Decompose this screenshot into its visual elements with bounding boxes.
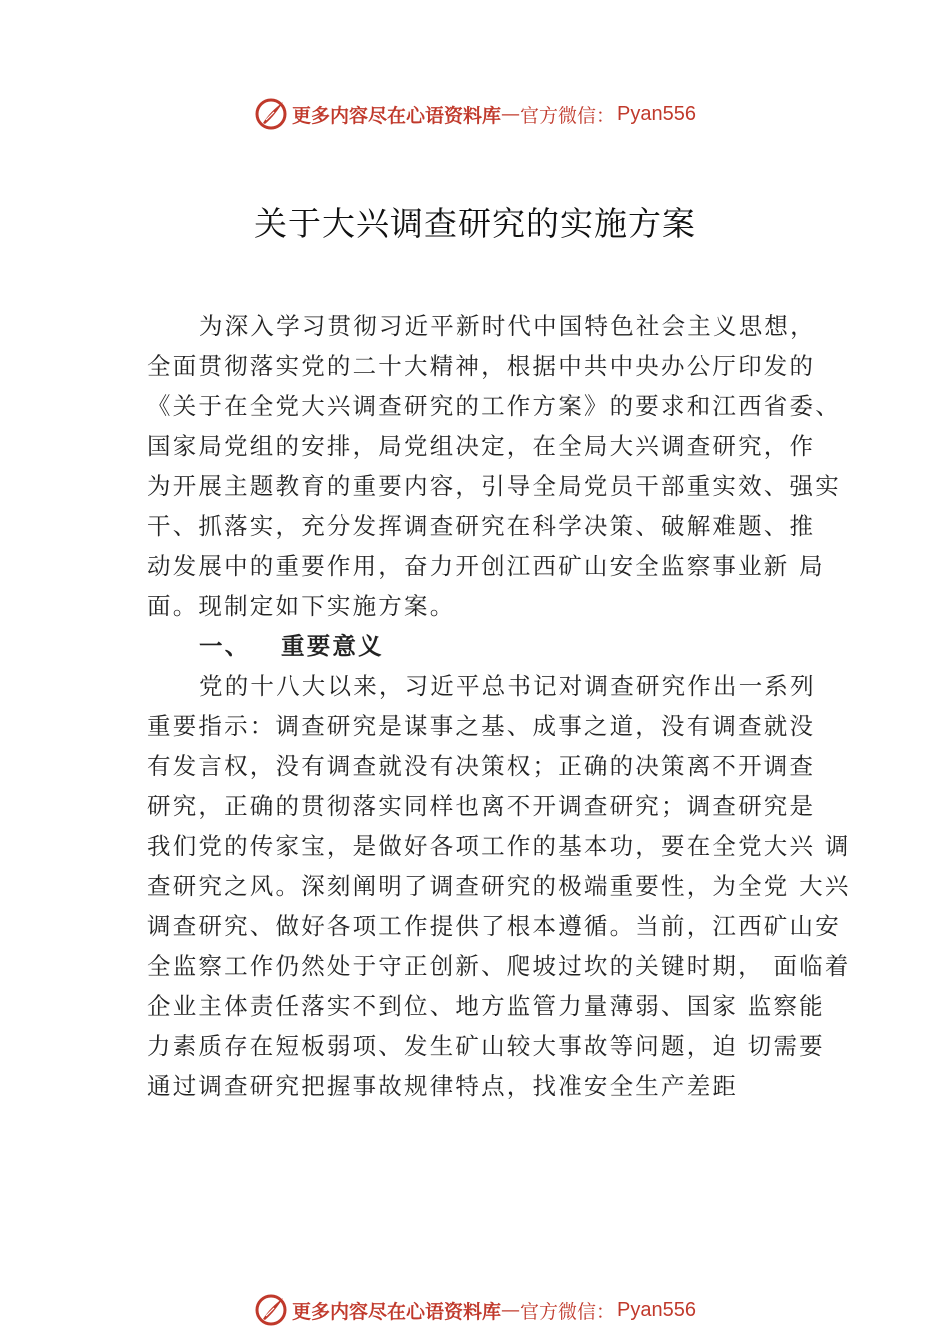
text-line: 研究，正确的贯彻落实同样也离不开调查研究；调查研究是	[147, 792, 816, 820]
text-line: 干、抓落实，充分发挥调查研究在科学决策、破解难题、推	[147, 512, 816, 540]
text-line: 为开展主题教育的重要内容，引导全局党员干部重实效、强实	[147, 472, 841, 500]
feather-logo-icon	[254, 97, 288, 131]
text-line: 重要指示：调查研究是谋事之基、成事之道，没有调查就没	[147, 712, 816, 740]
brand-name: 更多内容尽在心语资料库	[291, 104, 501, 127]
footer-banner	[0, 1290, 950, 1330]
text-line: 全监察工作仍然处于守正创新、爬坡过坎的关键时期， 面临着	[147, 952, 851, 980]
text-line: 调查研究、做好各项工作提供了根本遵循。当前，江西矿山安	[147, 912, 841, 940]
document-title: 关于大兴调查研究的实施方案	[254, 204, 696, 243]
official-wechat-label: 官方微信	[520, 104, 597, 127]
section-number: 一、	[199, 632, 251, 660]
header-banner	[0, 94, 950, 134]
wechat-id: Pyan556	[617, 102, 696, 125]
label-colon: ：	[596, 1300, 616, 1323]
text-line: 国家局党组的安排，局党组决定，在全局大兴调查研究，作	[147, 432, 816, 460]
document-body	[147, 306, 851, 1106]
text-line: 企业主体责任落实不到位、地方监管力量薄弱、国家 监察能	[147, 992, 825, 1020]
text-line: 我们党的传家宝，是做好各项工作的基本功，要在全党大兴 调	[147, 832, 851, 860]
text-line: 力素质存在短板弱项、发生矿山较大事故等问题，迫 切需要	[147, 1032, 825, 1060]
feather-logo-icon	[254, 1293, 288, 1327]
text-line: 查研究之风。深刻阐明了调查研究的极端重要性，为全党 大兴	[147, 872, 851, 900]
label-colon: ：	[596, 104, 616, 127]
brand-name: 更多内容尽在心语资料库	[291, 1300, 501, 1323]
text-line: 全面贯彻落实党的二十大精神，根据中共中央办公厅印发的	[147, 352, 816, 380]
text-line: 面。现制定如下实施方案。	[147, 592, 456, 620]
text-line: 有发言权，没有调查就没有决策权；正确的决策离不开调查	[147, 752, 816, 780]
wechat-id: Pyan556	[617, 1298, 696, 1321]
text-line: 动发展中的重要作用，奋力开创江西矿山安全监察事业新 局	[147, 552, 825, 580]
section-title: 重要意义	[281, 632, 384, 660]
text-line: 党的十八大以来，习近平总书记对调查研究作出一系列	[199, 672, 816, 700]
section-heading	[147, 626, 837, 666]
brand-dash: —	[501, 1299, 520, 1321]
official-wechat-label: 官方微信	[520, 1300, 597, 1323]
brand-dash: —	[501, 103, 520, 125]
text-line: 《关于在全党大兴调查研究的工作方案》的要求和江西省委、	[147, 392, 841, 420]
text-line: 为深入学习贯彻习近平新时代中国特色社会主义思想，	[199, 312, 816, 340]
text-line: 通过调查研究把握事故规律特点，找准安全生产差距	[147, 1072, 739, 1100]
